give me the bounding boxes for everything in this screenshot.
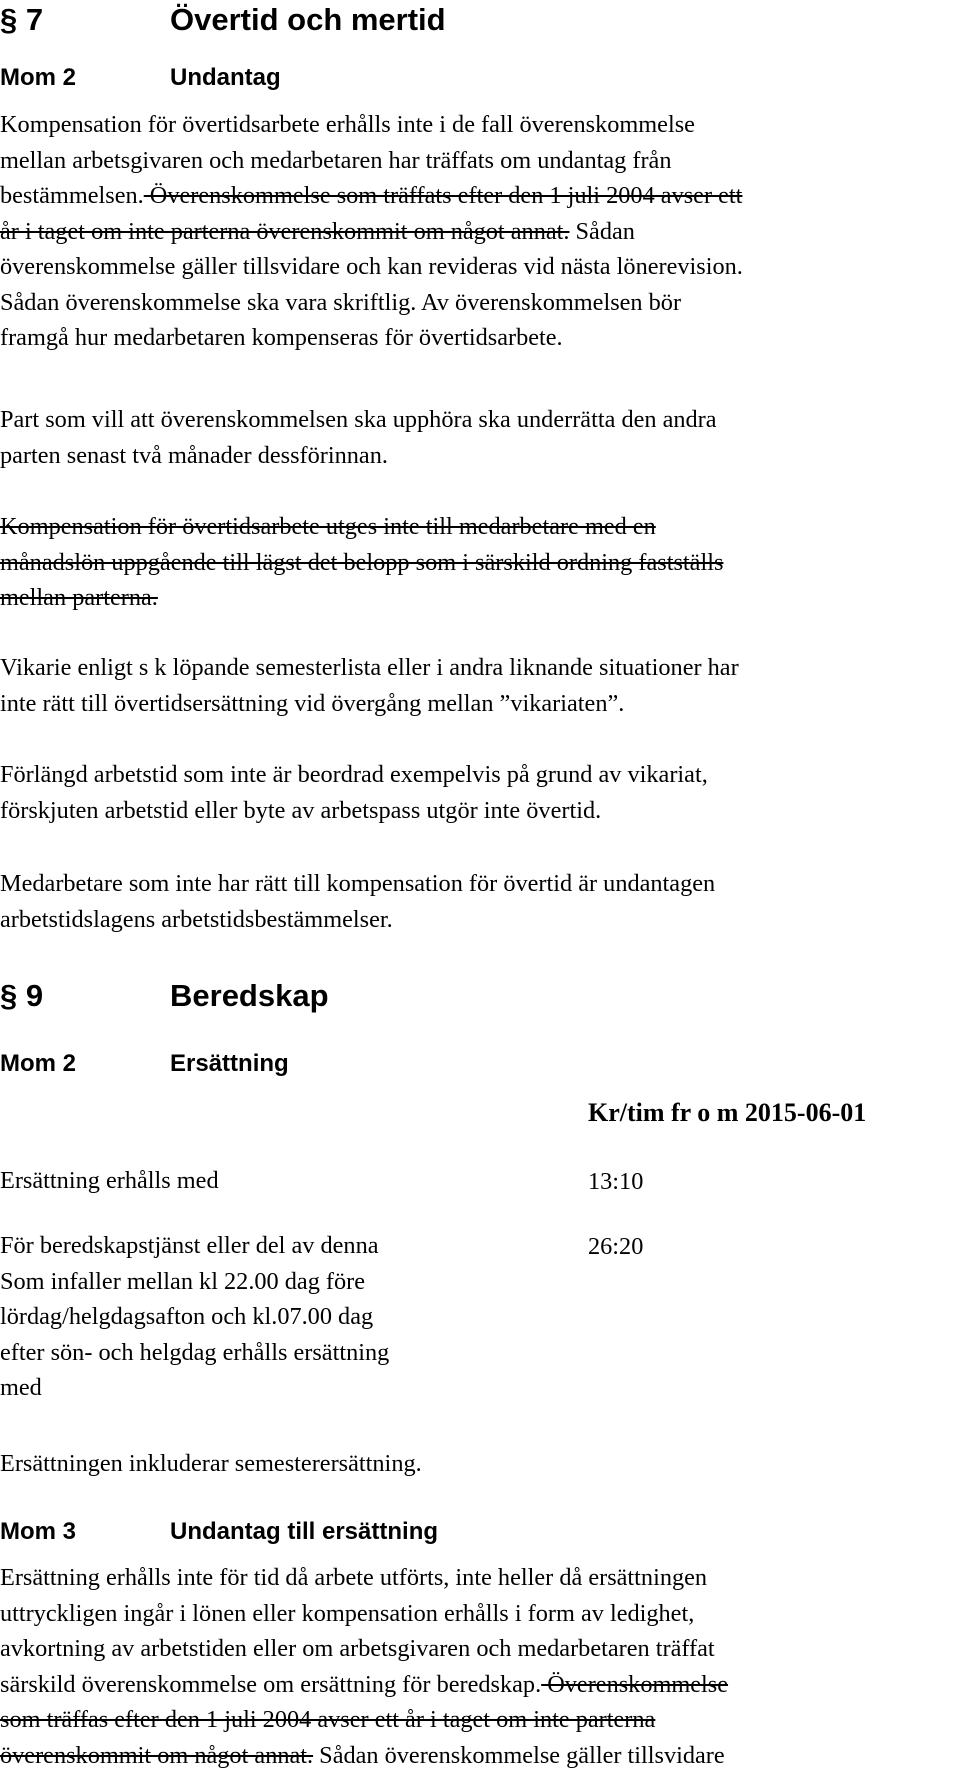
text-line: Sådan överenskommelse ska vara skriftlig. Av överenskommelsen bör [0,288,682,316]
struck-text: Överenskommelse [541,1670,729,1698]
text-line: Kompensation för övertidsarbete erhålls inte i de fall överenskommelse [0,111,695,138]
struck-text-line: mellan parterna. [0,584,158,611]
text-line: parten senast två månader dessförinnan. [0,441,388,469]
section-7-title: Övertid och mertid [170,2,446,37]
text-normal: bestämmelsen. [0,182,144,209]
text-line [0,1667,960,1703]
section-9-title: Beredskap [170,978,329,1013]
text-line: överenskommelse gäller tillsvidare och kan revideras vid nästa lönerevision. [0,253,743,280]
text-normal: Sådan överenskommelse gäller tillsvidare [313,1741,725,1769]
struck-text: överenskommit om något annat. [0,1741,314,1769]
section-7-number: § 7 [0,2,44,37]
text-line: uttryckligen ingår i lönen eller kompensation erhålls i form av ledighet, [0,1599,695,1627]
text-line: avkortning av arbetstiden eller om arbetsgivaren och medarbetaren träffat [0,1635,715,1662]
section-7-paragraph-3-struck [0,509,960,616]
text-line: mellan arbetsgivaren och medarbetaren har träffats om undantag från [0,146,672,174]
text-line: Ersättningen inkluderar semesterersättning. [0,1450,422,1477]
text-line: Som infaller mellan kl 22.00 dag före [0,1267,366,1295]
rate-row-label [0,1228,389,1406]
struck-text: år i taget om inte parterna överenskommit om något annat. [0,217,570,245]
text-line: inte rätt till övertidsersättning vid övergång mellan ”vikariaten”. [0,689,625,717]
rate-column-header: Kr/tim fr o m 2015-06-01 [588,1098,867,1127]
text-line: Ersättning erhålls med [0,1167,219,1194]
struck-text-line: Kompensation för övertidsarbete utges inte till medarbetare med en [0,513,656,540]
section-7-paragraph-1 [0,107,960,356]
struck-text: som träffas efter den 1 juli 2004 avser ett år i taget om inte parterna [0,1706,656,1733]
text-line: Vikarie enligt s k löpande semesterlista eller i andra liknande situationer har [0,654,739,681]
text-normal: särskild överenskommelse om ersättning för beredskap. [0,1670,542,1698]
rate-row-value: 26:20 [588,1233,644,1260]
text-line: arbetstidslagens arbetstidsbestämmelser. [0,905,393,933]
mom-label: Mom 3 [0,1518,77,1545]
text-line: Part som vill att överenskommelsen ska upphöra ska underrätta den andra [0,406,717,433]
text-line: lördag/helgdagsafton och kl.07.00 dag [0,1303,374,1330]
rate-row-label [0,1163,219,1199]
mom-label: Mom 2 [0,64,77,91]
text-line [0,1738,960,1774]
section-9-number: § 9 [0,978,44,1013]
text-line [0,214,960,250]
text-line: med [0,1374,42,1401]
text-line [0,1702,960,1738]
section-7-paragraph-2 [0,402,960,473]
rate-note [0,1446,960,1482]
text-line: efter sön- och helgdag erhålls ersättning [0,1338,390,1366]
text-line: För beredskapstjänst eller del av denna [0,1232,379,1259]
mom-label: Mom 2 [0,1050,77,1077]
mom-title: Undantag [170,64,281,91]
text-line: förskjuten arbetstid eller byte av arbetspass utgör inte övertid. [0,796,602,824]
section-7-paragraph-6 [0,866,960,937]
text-line [0,178,960,214]
rate-row-value: 13:10 [588,1168,644,1195]
section-7-paragraph-5 [0,757,960,828]
text-line: framgå hur medarbetaren kompenseras för övertidsarbete. [0,324,563,351]
section-9-mom-3-paragraph [0,1560,960,1773]
mom-title: Undantag till ersättning [170,1518,439,1545]
struck-text-line: månadslön uppgående till lägst det belopp som i särskild ordning fastställs [0,548,724,576]
struck-text: Överenskommelse som träffats efter den 1 juli 2004 avser ett [143,182,743,209]
mom-title: Ersättning [170,1050,289,1077]
text-line: Medarbetare som inte har rätt till kompensation för övertid är undantagen [0,870,716,897]
section-7-paragraph-4 [0,650,960,721]
text-normal: Sådan [569,217,635,245]
text-line: Förlängd arbetstid som inte är beordrad exempelvis på grund av vikariat, [0,761,708,788]
text-line: Ersättning erhålls inte för tid då arbete utförts, inte heller då ersättningen [0,1564,708,1591]
